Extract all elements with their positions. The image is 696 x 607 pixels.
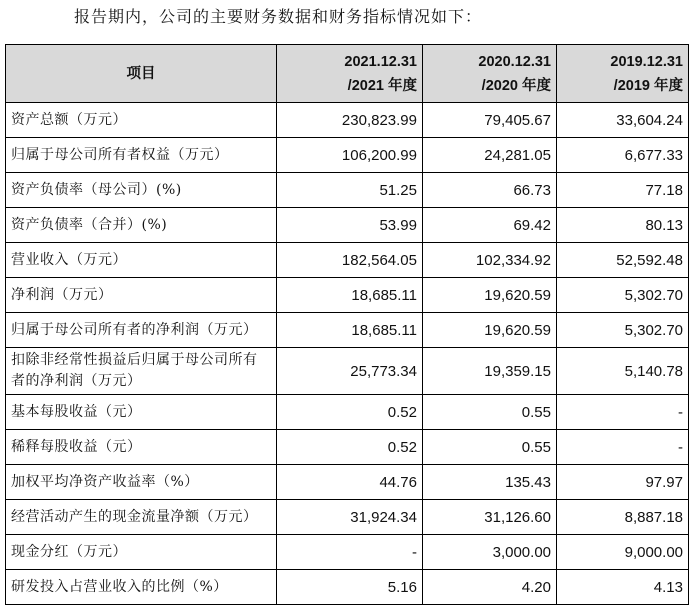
value-2021: 0.52 <box>277 430 423 465</box>
value-2020: 24,281.05 <box>423 138 557 173</box>
row-label: 经营活动产生的现金流量净额（万元） <box>6 500 277 535</box>
row-label: 基本每股收益（元） <box>6 395 277 430</box>
row-label: 现金分红（万元） <box>6 535 277 570</box>
table-row <box>6 348 689 395</box>
row-label: 资产负债率（合并）(%) <box>6 208 277 243</box>
intro-text: 报告期内，公司的主要财务数据和财务指标情况如下： <box>74 7 483 26</box>
value-2021: 18,685.11 <box>277 278 423 313</box>
value-2019: - <box>557 430 689 465</box>
row-label: 扣除非经常性损益后归属于母公司所有者的净利润（万元） <box>6 348 277 395</box>
row-label: 净利润（万元） <box>6 278 277 313</box>
table-row <box>6 243 689 278</box>
financial-table <box>5 44 689 605</box>
value-2021: 18,685.11 <box>277 313 423 348</box>
row-label: 归属于母公司所有者的净利润（万元） <box>6 313 277 348</box>
table-header-row <box>6 45 689 103</box>
table-row <box>6 103 689 138</box>
header-2021-date: 2021.12.31 <box>344 53 417 70</box>
value-2020: 19,620.59 <box>423 313 557 348</box>
value-2019: 5,302.70 <box>557 313 689 348</box>
header-2019-year: /2019 年度 <box>613 77 683 94</box>
value-2021: 0.52 <box>277 395 423 430</box>
value-2021: 53.99 <box>277 208 423 243</box>
value-2019: 80.13 <box>557 208 689 243</box>
header-2019 <box>557 45 689 103</box>
header-2021 <box>277 45 423 103</box>
row-label: 资产总额（万元） <box>6 103 277 138</box>
value-2021: 230,823.99 <box>277 103 423 138</box>
value-2020: 66.73 <box>423 173 557 208</box>
header-item: 项目 <box>6 45 277 103</box>
value-2019: 52,592.48 <box>557 243 689 278</box>
value-2019: 6,677.33 <box>557 138 689 173</box>
table-row <box>6 173 689 208</box>
row-label: 资产负债率（母公司）(%) <box>6 173 277 208</box>
table-row <box>6 208 689 243</box>
table-row <box>6 535 689 570</box>
table-row <box>6 500 689 535</box>
value-2020: 0.55 <box>423 430 557 465</box>
value-2020: 69.42 <box>423 208 557 243</box>
row-label: 归属于母公司所有者权益（万元） <box>6 138 277 173</box>
header-2020-date: 2020.12.31 <box>478 53 551 70</box>
table-row <box>6 430 689 465</box>
value-2021: 182,564.05 <box>277 243 423 278</box>
row-label: 加权平均净资产收益率（%） <box>6 465 277 500</box>
table-row <box>6 313 689 348</box>
table-row <box>6 278 689 313</box>
value-2020: 79,405.67 <box>423 103 557 138</box>
value-2020: 135.43 <box>423 465 557 500</box>
value-2019: 8,887.18 <box>557 500 689 535</box>
value-2020: 19,620.59 <box>423 278 557 313</box>
value-2019: 9,000.00 <box>557 535 689 570</box>
value-2021: 51.25 <box>277 173 423 208</box>
row-label: 稀释每股收益（元） <box>6 430 277 465</box>
value-2019: 33,604.24 <box>557 103 689 138</box>
row-label: 研发投入占营业收入的比例（%） <box>6 570 277 605</box>
header-2021-year: /2021 年度 <box>347 77 417 94</box>
value-2019: - <box>557 395 689 430</box>
value-2021: - <box>277 535 423 570</box>
value-2020: 4.20 <box>423 570 557 605</box>
table-row <box>6 570 689 605</box>
header-2020-year: /2020 年度 <box>481 77 551 94</box>
value-2020: 19,359.15 <box>423 348 557 395</box>
value-2021: 44.76 <box>277 465 423 500</box>
value-2019: 4.13 <box>557 570 689 605</box>
value-2019: 5,140.78 <box>557 348 689 395</box>
value-2020: 31,126.60 <box>423 500 557 535</box>
value-2020: 3,000.00 <box>423 535 557 570</box>
value-2021: 106,200.99 <box>277 138 423 173</box>
header-2019-date: 2019.12.31 <box>610 53 683 70</box>
value-2021: 31,924.34 <box>277 500 423 535</box>
header-2020 <box>423 45 557 103</box>
value-2019: 97.97 <box>557 465 689 500</box>
table-row <box>6 138 689 173</box>
table-row <box>6 395 689 430</box>
value-2020: 102,334.92 <box>423 243 557 278</box>
value-2019: 5,302.70 <box>557 278 689 313</box>
value-2021: 5.16 <box>277 570 423 605</box>
value-2021: 25,773.34 <box>277 348 423 395</box>
value-2020: 0.55 <box>423 395 557 430</box>
value-2019: 77.18 <box>557 173 689 208</box>
table-row <box>6 465 689 500</box>
row-label: 营业收入（万元） <box>6 243 277 278</box>
